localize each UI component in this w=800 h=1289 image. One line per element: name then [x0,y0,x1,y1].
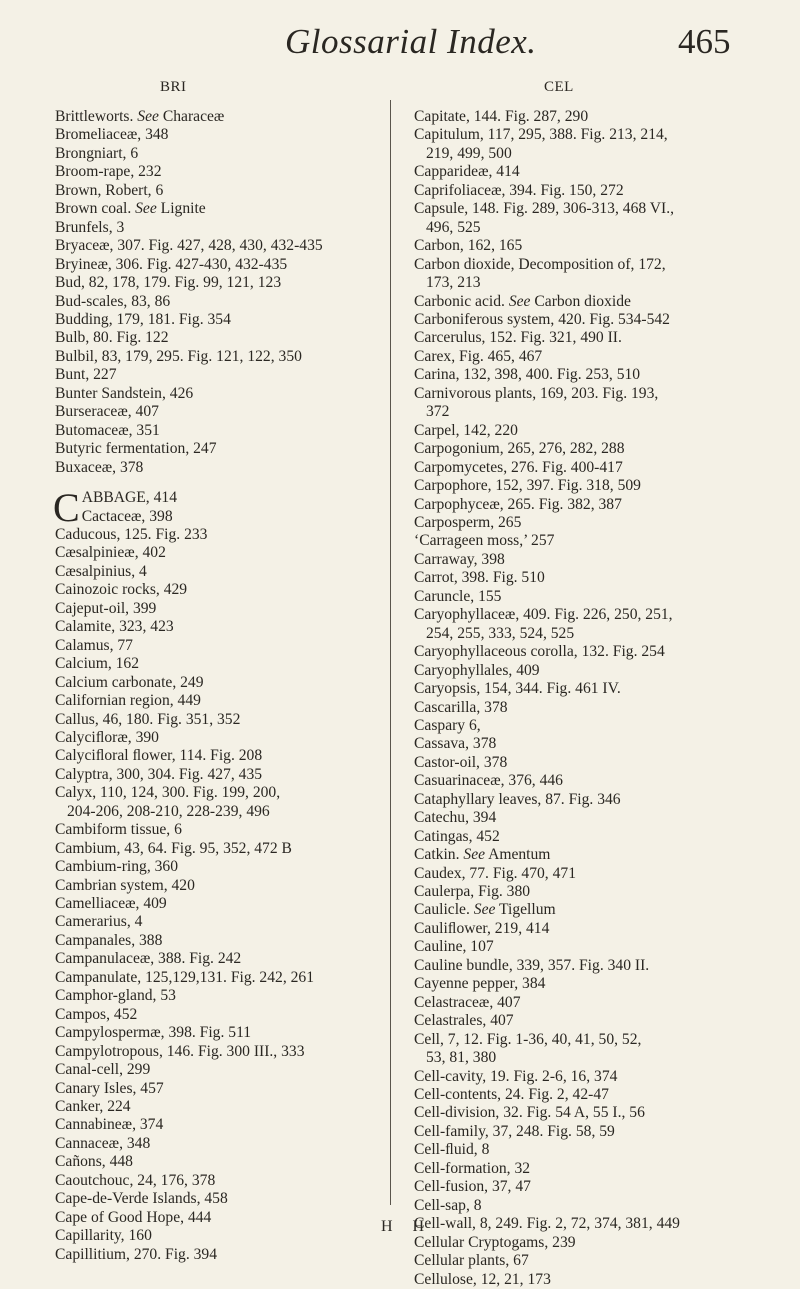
index-entry: Bryineæ, 306. Fig. 427-430, 432-435 [55,255,288,273]
index-entry: 173, 213 [426,274,481,292]
index-entry: 219, 499, 500 [426,144,512,162]
index-entry: Bunter Sandstein, 426 [55,384,194,402]
see-reference: See [508,292,531,310]
index-entry: Campos, 452 [55,1005,138,1023]
index-entry: ABBAGE, 414 [81,489,177,507]
index-entry: Cannabineæ, 374 [55,1116,164,1134]
index-entry: Cambium, 43, 64. Fig. 95, 352, 472 B [55,839,292,857]
index-entry: Caprifoliaceæ, 394. Fig. 150, 272 [414,181,624,199]
left-entries-before [55,108,385,477]
index-entry: Calcium, 162 [55,655,140,673]
see-reference: See [137,108,159,125]
index-entry: Cauliﬂower, 219, 414 [414,919,550,937]
running-head [0,16,800,68]
index-entry: Catingas, 452 [414,827,500,845]
index-entry: Casuarinaceæ, 376, 446 [414,772,563,790]
index-entry: Camerarius, 4 [55,913,143,931]
index-entry: Calyptra, 300, 304. Fig. 427, 435 [55,765,263,783]
index-entry: Cainozoic rocks, 429 [55,581,188,599]
index-entry: Cell-cavity, 19. Fig. 2-6, 16, 374 [414,1067,618,1085]
index-entry: Broom-rape, 232 [55,163,162,181]
index-entry: Capillarity, 160 [55,1227,152,1245]
index-entry: Cellular Cryptogams, 239 [414,1233,576,1251]
index-entry: Bud-scales, 83, 86 [55,292,171,310]
index-entry: 53, 81, 380 [426,1049,497,1067]
index-entry: Carbon dioxide, Decomposition of, 172, [414,255,666,273]
running-title: Glossarial Index. [285,22,537,61]
index-entry: Butomaceæ, 351 [55,421,160,439]
index-entry: Cell-ﬂuid, 8 [414,1141,490,1159]
see-reference: See [135,200,157,218]
index-entry: Caryophyllaceæ, 409. Fig. 226, 250, 251, [414,606,673,624]
index-entry: Bulbil, 83, 179, 295. Fig. 121, 122, 350 [55,347,302,365]
index-entry: Cape-de-Verde Islands, 458 [55,1190,228,1208]
index-entry: Carex, Fig. 465, 467 [414,347,543,365]
index-entry: Cell-family, 37, 248. Fig. 58, 59 [414,1122,615,1140]
index-entry: Caulicle. See Tigellum [414,901,556,919]
index-entry: Carpophyceæ, 265. Fig. 382, 387 [414,495,622,513]
index-entry: Cauline bundle, 339, 357. Fig. 340 II. [414,956,650,974]
index-entry: Cambiform tissue, 6 [55,821,182,839]
index-entry: Capsule, 148. Fig. 289, 306-313, 468 VI., [414,200,675,218]
index-entry: Carraway, 398 [414,550,505,568]
index-entry: Carpel, 142, 220 [414,421,518,439]
index-entry: Cayenne pepper, 384 [414,975,546,993]
index-entry: Campanulate, 125,129,131. Fig. 242, 261 [55,968,315,986]
index-entry: Cell-fusion, 37, 47 [414,1178,531,1196]
see-reference: See [463,846,486,864]
index-entry: Cajeput-oil, 399 [55,599,157,617]
index-entry: Capillitium, 270. Fig. 394 [55,1245,218,1263]
index-entry: Catkin. See Amentum [414,846,551,864]
index-entry: Cell-wall, 8, 249. Fig. 2, 72, 374, 381, 449 [414,1215,680,1233]
index-entry: Catechu, 394 [414,809,497,827]
index-entry: Bunt, 227 [55,366,117,384]
index-entry: Celastrales, 407 [414,1012,514,1030]
index-entry: Cæsalpinius, 4 [55,562,147,580]
index-entry: Calyciﬂoræ, 390 [55,728,159,746]
index-entry: Cauline, 107 [414,938,494,956]
index-entry: Cell-formation, 32 [414,1159,531,1177]
index-entry: Bryaceæ, 307. Fig. 427, 428, 430, 432-435 [55,237,323,255]
index-entry: Cell-sap, 8 [414,1196,482,1214]
index-entry: Camphor-gland, 53 [55,987,176,1005]
index-entry: Carpogonium, 265, 276, 282, 288 [414,440,625,458]
index-entry: Calyx, 110, 124, 300. Fig. 199, 200, [55,784,281,802]
index-entry: Californian region, 449 [55,692,201,710]
right-column-heading: CEL [544,79,574,95]
index-entry: Cañons, 448 [55,1153,133,1171]
index-entry: Cassava, 378 [414,735,497,753]
index-entry: Cellular plants, 67 [414,1252,529,1270]
index-entry: Castor-oil, 378 [414,753,508,771]
index-entry: Calyciﬂoral ﬂower, 114. Fig. 208 [55,747,263,765]
index-entry: Canal-cell, 299 [55,1061,151,1079]
index-entry: Carposperm, 265 [414,513,522,531]
index-entry: 254, 255, 333, 524, 525 [426,624,575,642]
index-entry: Brown, Robert, 6 [55,181,164,199]
index-entry: Carbonic acid. See Carbon dioxide [414,292,631,310]
index-entry: Cell-division, 32. Fig. 54 A, 55 I., 56 [414,1104,645,1122]
see-reference: See [473,901,496,919]
index-entry: Calamite, 323, 423 [55,618,174,636]
index-entry: Cambrian system, 420 [55,876,195,894]
index-entry: ‘Carrageen moss,’ 257 [414,532,555,550]
right-entries [414,108,754,1289]
index-entry: Caudex, 77. Fig. 470, 471 [414,864,576,882]
index-entry: Caoutchouc, 24, 176, 378 [55,1171,216,1189]
index-entry: Cæsalpinieæ, 402 [55,544,166,562]
index-entry: Cactaceæ, 398 [81,507,173,525]
left-column [55,78,385,1264]
index-entry: Caryophyllaceous corolla, 132. Fig. 254 [414,643,665,661]
right-column [414,78,754,1289]
index-entry: Brunfels, 3 [55,218,125,236]
index-entry: 496, 525 [426,218,481,236]
index-entry: Carboniferous system, 420. Fig. 534-542 [414,310,670,328]
index-entry: Carcerulus, 152. Fig. 321, 490 II. [414,329,622,347]
index-entry: Bromeliaceæ, 348 [55,126,169,144]
index-entry: 204-206, 208-210, 228-239, 496 [67,802,270,820]
index-entry: Caryopsis, 154, 344. Fig. 461 IV. [414,680,621,698]
section-c-start [53,485,385,531]
index-entry: Budding, 179, 181. Fig. 354 [55,310,231,328]
index-entry: Caducous, 125. Fig. 233 [55,525,208,543]
page-number: 465 [678,22,731,61]
index-entry: Brongniart, 6 [55,144,139,162]
index-entry: Capitulum, 117, 295, 388. Fig. 213, 214, [414,126,668,144]
index-entry: Celastraceæ, 407 [414,993,521,1011]
left-column-heading: BRI [160,79,187,95]
index-entry: Carbon, 162, 165 [414,237,523,255]
index-entry: Cape of Good Hope, 444 [55,1208,212,1226]
index-entry: Buxaceæ, 378 [55,458,144,476]
index-entry: Cannaceæ, 348 [55,1134,151,1152]
index-entry: Caspary 6, [414,716,481,734]
column-divider [390,100,391,1205]
index-entry: Camelliaceæ, 409 [55,895,167,913]
index-entry: Capitate, 144. Fig. 287, 290 [414,108,589,125]
index-entry: Bulb, 80. Fig. 122 [55,329,169,347]
index-entry: Cell, 7, 12. Fig. 1-36, 40, 41, 50, 52, [414,1030,642,1048]
index-entry: Campanales, 388 [55,931,163,949]
index-entry: Caruncle, 155 [414,587,502,605]
index-entry: Canker, 224 [55,1098,131,1116]
index-entry: Brown coal. See Lignite [55,200,206,218]
index-entry: Callus, 46, 180. Fig. 351, 352 [55,710,241,728]
index-entry: Butyric fermentation, 247 [55,440,217,458]
index-entry: Cascarilla, 378 [414,698,508,716]
index-entry: Carrot, 398. Fig. 510 [414,569,545,587]
index-entry: Capparideæ, 414 [414,163,520,181]
index-entry: Cell-contents, 24. Fig. 2, 42-47 [414,1086,609,1104]
index-entry: Canary Isles, 457 [55,1079,164,1097]
index-entry: Cambium-ring, 360 [55,858,179,876]
index-entry: Carina, 132, 398, 400. Fig. 253, 510 [414,366,641,384]
index-entry: Caryophyllales, 409 [414,661,540,679]
index-entry: Bud, 82, 178, 179. Fig. 99, 121, 123 [55,274,282,292]
index-entry: Cataphyllary leaves, 87. Fig. 346 [414,790,621,808]
signature-mark: H H [381,1218,433,1235]
index-entry: Caulerpa, Fig. 380 [414,883,531,901]
left-entries-after [55,526,385,1264]
index-entry: Campylotropous, 146. Fig. 300 III., 333 [55,1042,305,1060]
index-entry: Campanulaceæ, 388. Fig. 242 [55,950,242,968]
index-entry: Cellulose, 12, 21, 173 [414,1270,551,1288]
index-entry: Calcium carbonate, 249 [55,673,204,691]
index-entry: Carnivorous plants, 169, 203. Fig. 193, [414,384,659,402]
index-entry: Brittleworts. See Characeæ [55,108,225,125]
dropcap-letter: C [53,485,80,531]
index-entry: Carpomycetes, 276. Fig. 400-417 [414,458,623,476]
index-entry: Campylospermæ, 398. Fig. 511 [55,1024,252,1042]
index-entry: 372 [426,403,450,421]
index-entry: Calamus, 77 [55,636,133,654]
index-entry: Burseraceæ, 407 [55,403,159,421]
index-entry: Carpophore, 152, 397. Fig. 318, 509 [414,477,641,495]
